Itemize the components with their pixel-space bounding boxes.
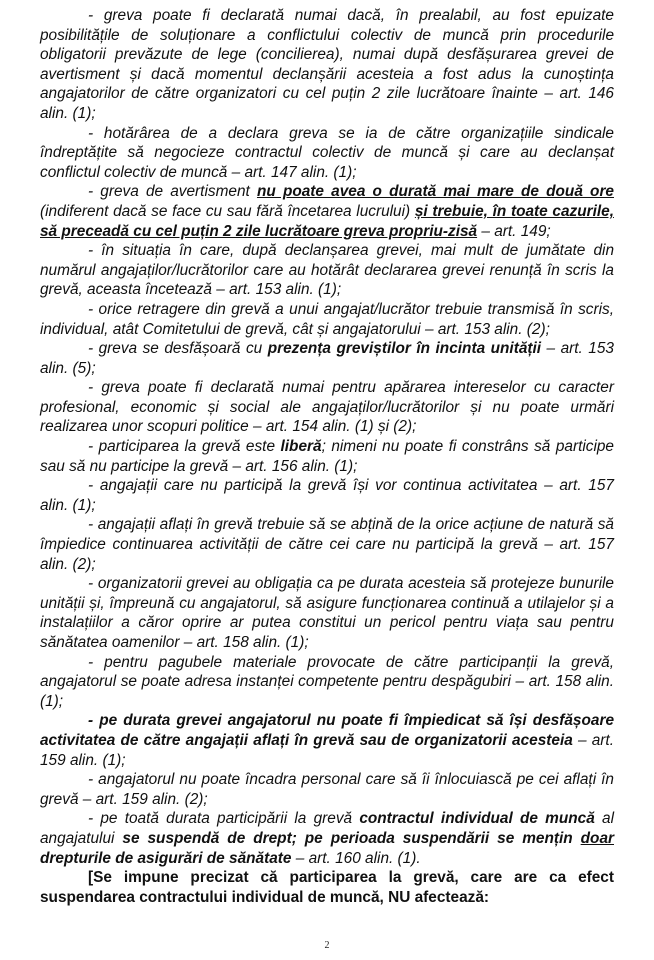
paragraph-text: - hotărârea de a declara greva se ia de către organizațiile sindicale îndreptățite să negocieze contractul colectiv de muncă și care au declanșat conflictul colectiv de muncă – art. 147 alin. (1); xyxy=(40,124,614,181)
paragraph-text: - greva poate fi declarată numai pentru apărarea intereselor cu caracter profesional, economic și social ale angajaților/lucrătorilor și nu poate urmări realizarea unor scopuri politice – art. 154 alin. (1) și (2); xyxy=(40,379,614,436)
article-paragraph xyxy=(40,378,614,437)
paragraph-text: - angajatorul nu poate încadra personal care să îi înlocuiască pe cei aflați în grevă – art. 159 alin. (2); xyxy=(40,771,614,808)
emphasized-text: se suspendă de drept; pe perioada suspendării se mențin xyxy=(122,829,581,847)
article-paragraph xyxy=(40,241,614,300)
paragraph-text: (indiferent dacă se face cu sau fără încetarea lucrului) xyxy=(40,202,415,220)
article-paragraph xyxy=(40,574,614,652)
article-paragraph xyxy=(40,437,614,476)
paragraph-text: - greva se desfășoară cu xyxy=(88,340,268,358)
article-paragraph xyxy=(40,770,614,809)
article-paragraph xyxy=(40,476,614,515)
paragraph-text: - pentru pagubele materiale provocate de către participanții la grevă, angajatorul se poate adresa instanței competente pentru despăgubiri – art. 158 alin. (1); xyxy=(40,653,614,710)
paragraph-text: - angajații aflați în grevă trebuie să se abțină de la orice acțiune de natură să împiedice continuarea activității de către cei care nu participă la grevă – art. 157 alin. (2); xyxy=(40,516,614,573)
article-paragraph xyxy=(40,300,614,339)
emphasized-text: prezența greviștilor în incinta unității xyxy=(267,340,542,358)
article-paragraph xyxy=(40,124,614,183)
paragraph-text: - orice retragere din grevă a unui angajat/lucrător trebuie transmisă în scris, individual, atât Comitetului de grevă, cât și angajatorului – art. 153 alin. (2); xyxy=(40,300,614,338)
paragraph-text: – art. 153 alin. (5); xyxy=(40,340,614,377)
emphasized-text: drepturile de asigurări de sănătate xyxy=(40,849,292,867)
emphasized-text: - pe durata grevei angajatorul nu poate fi împiedicat să își desfășoare activitatea de către angajații aflați în grevă sau de organizatorii acesteia xyxy=(40,712,614,749)
article-paragraph xyxy=(40,809,614,868)
article-paragraph xyxy=(40,515,614,574)
emphasized-text: și trebuie, în toate cazurile, să preceadă cu cel puțin 2 zile lucrătoare greva propriu-zisă xyxy=(40,202,614,240)
article-paragraph xyxy=(40,6,614,124)
closing-note: [Se impune precizat că participarea la grevă, care are ca efect suspendarea contractului individual de muncă, NU afectează: xyxy=(40,869,614,906)
paragraph-text: – art. 159 alin. (1); xyxy=(40,731,614,769)
paragraph-text: – art. 149; xyxy=(477,222,551,240)
paragraph-text: - în situația în care, după declanșarea grevei, mai mult de jumătate din numărul angajaților/lucrătorilor care au hotărât declararea grevei renunță în scris la grevă, aceasta încetează – art. 153 alin. (1); xyxy=(40,242,614,299)
paragraph-text: - pe toată durata participării la grevă xyxy=(88,810,360,828)
emphasized-text: liberă xyxy=(280,438,322,456)
paragraph-text: - greva poate fi declarată numai dacă, în prealabil, au fost epuizate posibilitățile de soluționare a conflictului colectiv de muncă prin procedurile obligatorii prevăzute de lege (concilierea), numai după desfășurarea grevei de avertisment și dacă momentul declanșării acesteia a fost adus la cunoștința angajatorilor de către organizatori cu cel puțin 2 zile lucrătoare înainte – art. 146 alin. (1); xyxy=(40,7,614,122)
paragraph-text: - greva de avertisment xyxy=(88,183,257,201)
page-number: 2 xyxy=(324,940,330,951)
paragraph-text: – art. 160 alin. (1). xyxy=(291,849,421,867)
article-paragraph xyxy=(40,653,614,712)
article-list xyxy=(40,6,614,868)
article-paragraph xyxy=(40,182,614,241)
article-paragraph xyxy=(40,339,614,378)
paragraph-text: - participarea la grevă este xyxy=(88,438,281,456)
paragraph-text: - angajații care nu participă la grevă își vor continua activitatea – art. 157 alin. (1); xyxy=(40,477,614,514)
paragraph-text: al angajatului xyxy=(40,810,614,847)
paragraph-text: ; nimeni nu poate fi constrâns să participe sau să nu participe la grevă – art. 156 alin. (1); xyxy=(40,438,614,475)
article-paragraph xyxy=(40,711,614,770)
paragraph-text: - organizatorii grevei au obligația ca pe durata acesteia să protejeze bunurile unității și, împreună cu angajatorul, să asigure funcționarea continuă a utilajelor și a instalațiilor a căror oprire ar putea constitui un pericol pentru viața sau pentru sănătatea oamenilor – art. 158 alin. (1); xyxy=(40,575,614,651)
emphasized-text: contractul individual de muncă xyxy=(359,810,595,828)
emphasized-text: nu poate avea o durată mai mare de două ore xyxy=(256,183,614,201)
emphasized-text: doar xyxy=(580,829,614,847)
